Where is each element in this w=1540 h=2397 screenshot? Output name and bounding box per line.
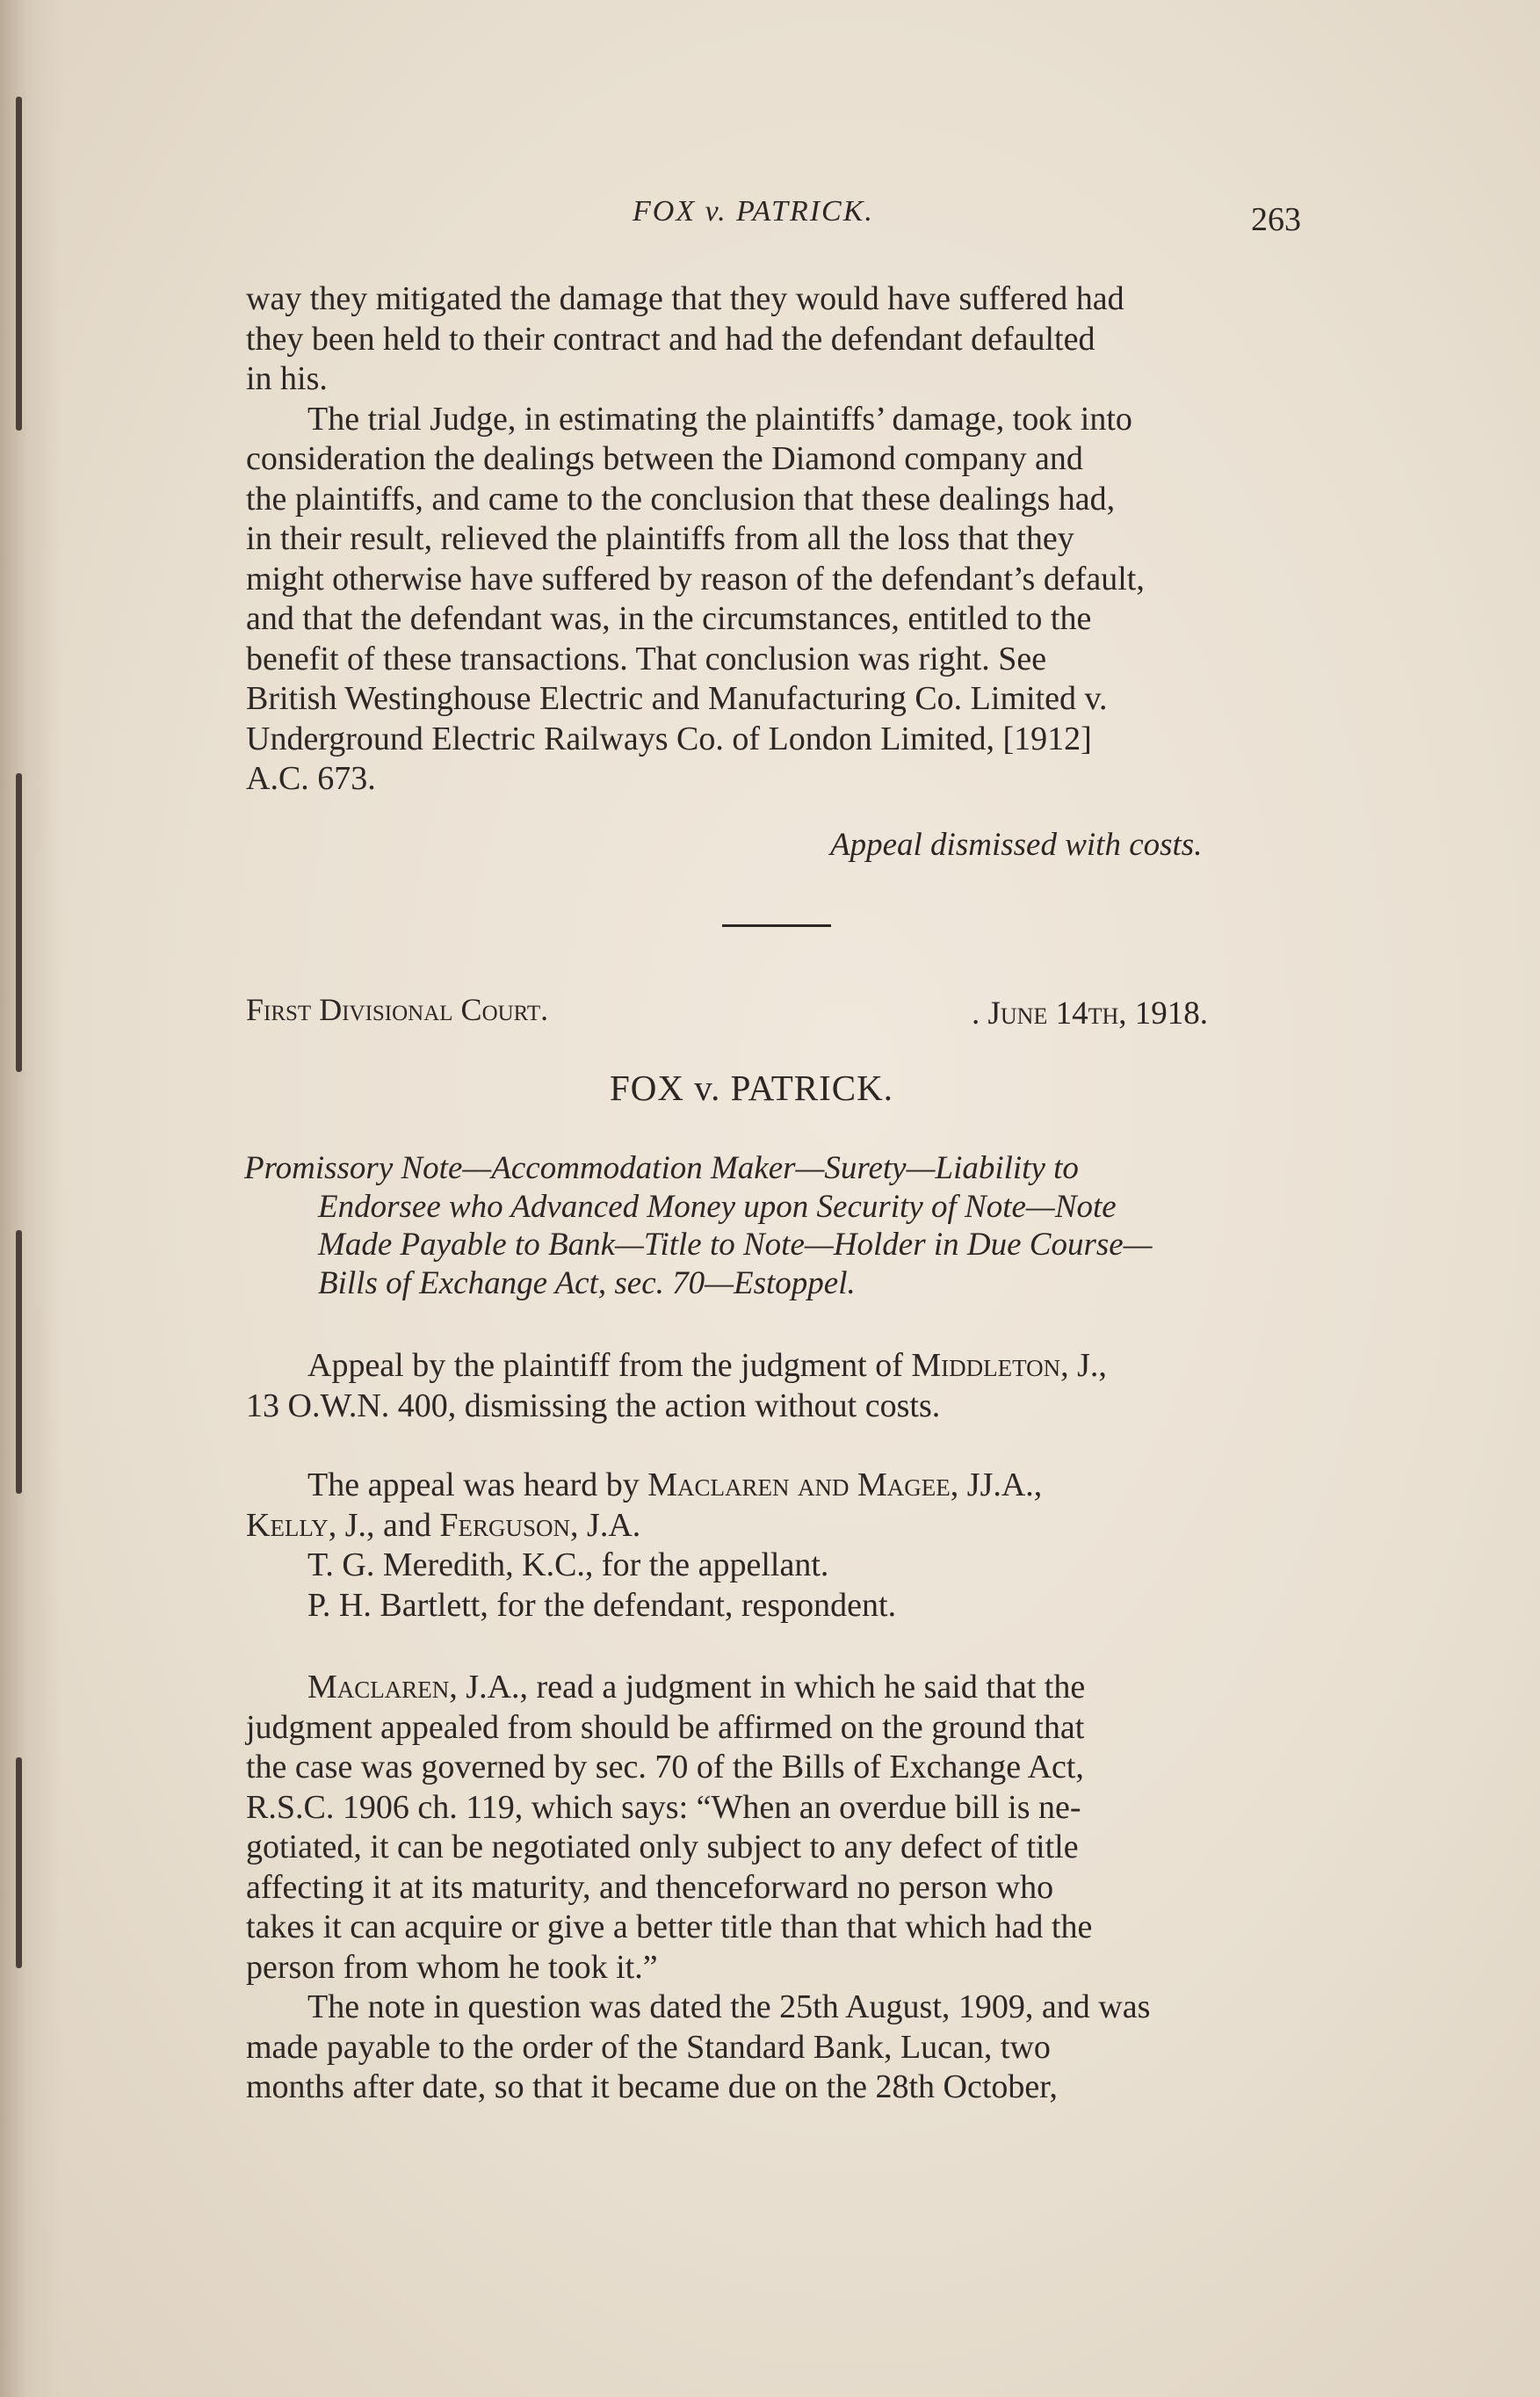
text-line: made payable to the order of the Standard Bank, Lucan, two xyxy=(246,2028,1051,2066)
disposition: Appeal dismissed with costs. xyxy=(830,827,1203,863)
text-line: A.C. 673. xyxy=(246,760,376,797)
text-line: way they mitigated the damage that they would have suffered had xyxy=(246,280,1124,317)
judge-name: Maclaren xyxy=(307,1669,450,1705)
text-line: The note in question was dated the 25th August, 1909, and was xyxy=(307,1988,1151,2025)
text-line: they been held to their contract and had the defendant defaulted xyxy=(246,320,1095,358)
counsel-line: T. G. Meredith, K.C., for the appellant. xyxy=(307,1546,829,1583)
binding-gutter xyxy=(0,0,61,2397)
headnote-line: Bills of Exchange Act, sec. 70—Estoppel. xyxy=(318,1264,856,1301)
binding-shadow xyxy=(16,773,22,1072)
binding-shadow xyxy=(16,97,22,431)
judge-name: Ferguson xyxy=(439,1506,571,1544)
text-line: Kelly, J., and Ferguson, J.A. xyxy=(246,1506,641,1544)
text-line: might otherwise have suffered by reason of the defendant’s default, xyxy=(246,560,1145,597)
text-line: consideration the dealings between the Diamond company and xyxy=(246,440,1083,477)
text-line: the case was governed by sec. 70 of the Bills of Exchange Act, xyxy=(246,1749,1084,1785)
counsel-line: P. H. Bartlett, for the defendant, respondent. xyxy=(307,1586,897,1624)
text-line: judgment appealed from should be affirmed on the ground that xyxy=(246,1708,1085,1746)
text-line: in their result, relieved the plaintiffs from all the loss that they xyxy=(246,520,1074,557)
appeal-paragraph xyxy=(246,1346,1309,1426)
headnote xyxy=(244,1149,1312,1302)
running-head: FOX v. PATRICK. xyxy=(633,195,874,228)
text-line: The trial Judge, in estimating the plaintiffs’ damage, took into xyxy=(307,400,1132,438)
text-line: British Westinghouse Electric and Manufacturing Co. Limited v. xyxy=(246,680,1108,717)
judgment-paragraph xyxy=(246,1668,1309,2108)
text-line: R.S.C. 1906 ch. 119, which says: “When an overdue bill is ne- xyxy=(246,1788,1081,1826)
hearing-paragraph xyxy=(246,1466,1309,1626)
headnote-line: Made Payable to Bank—Title to Note—Holder in Due Course— xyxy=(318,1227,1153,1263)
text-line: 13 O.W.N. 400, dismissing the action without costs. xyxy=(246,1387,941,1424)
binding-shadow xyxy=(16,1757,22,1968)
judge-names: Maclaren and Magee xyxy=(647,1466,951,1503)
text-line: in his. xyxy=(246,360,328,397)
text-line: and that the defendant was, in the circumstances, entitled to the xyxy=(246,600,1092,637)
page-number: 263 xyxy=(1251,201,1301,238)
binding-shadow xyxy=(16,1230,22,1494)
judge-name: Kelly xyxy=(246,1506,329,1544)
section-rule xyxy=(722,924,831,927)
text-line: Maclaren, J.A., read a judgment in which he said that the xyxy=(307,1669,1086,1705)
opening-paragraph xyxy=(246,279,1309,800)
court-name: First Divisional Court. xyxy=(246,992,549,1027)
text-line: The appeal was heard by Maclaren and Magee, JJ.A., xyxy=(307,1466,1043,1503)
case-title: FOX v. PATRICK. xyxy=(610,1068,893,1108)
text-line: benefit of these transactions. That conclusion was right. See xyxy=(246,640,1047,677)
text-line: takes it can acquire or give a better title than that which had the xyxy=(246,1908,1093,1945)
text-line: the plaintiffs, and came to the conclusion that these dealings had, xyxy=(246,480,1116,518)
text-line: Underground Electric Railways Co. of London Limited, [1912] xyxy=(246,720,1092,757)
text-line: gotiated, it can be negotiated only subject to any defect of title xyxy=(246,1829,1079,1865)
judge-name: Middleton xyxy=(911,1347,1061,1384)
decision-date: . June 14th, 1918. xyxy=(972,996,1208,1032)
text-line: affecting it at its maturity, and thenceforward no person who xyxy=(246,1868,1054,1906)
headnote-line: Promissory Note—Accommodation Maker—Surety—Liability to xyxy=(244,1150,1079,1186)
text-line: months after date, so that it became due on the 28th October, xyxy=(246,2068,1058,2105)
text-line: Appeal by the plaintiff from the judgment of Middleton, J., xyxy=(307,1347,1107,1384)
text-line: person from whom he took it.” xyxy=(246,1948,658,1986)
headnote-line: Endorsee who Advanced Money upon Security of Note—Note xyxy=(318,1188,1117,1225)
